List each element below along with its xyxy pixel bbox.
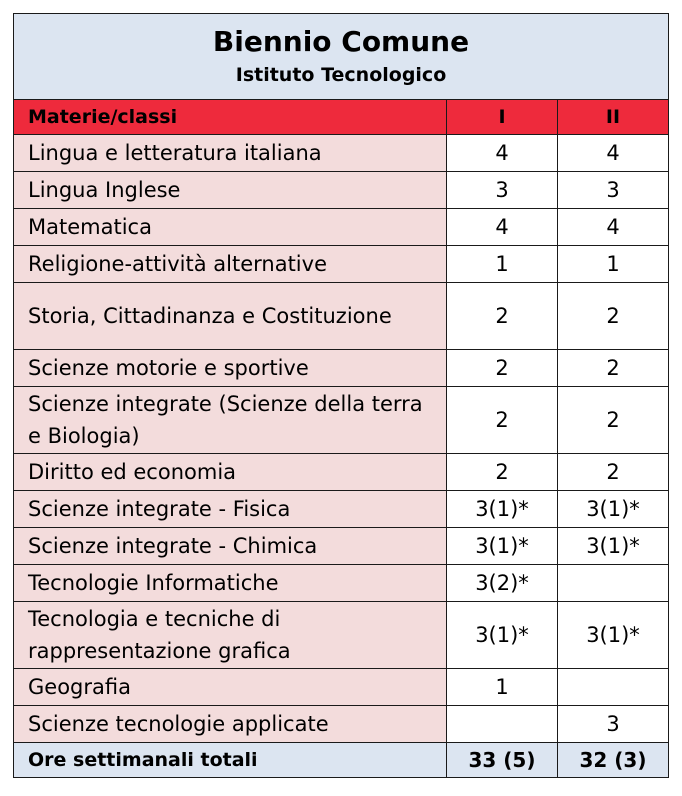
hours-class-ii: 3: [558, 706, 669, 743]
subject-cell: Lingua e letteratura italiana: [14, 135, 447, 172]
table-title: Biennio Comune: [212, 24, 470, 58]
table-row: [14, 706, 669, 743]
table-row: [14, 669, 669, 706]
subject-cell: Religione-attività alternative: [14, 246, 447, 283]
hours-class-ii: 4: [558, 209, 669, 246]
hours-class-i: 1: [447, 669, 558, 706]
total-class-ii: 32 (3): [558, 743, 669, 778]
subject-cell: Scienze motorie e sportive: [14, 350, 447, 387]
subjects-table: [13, 13, 669, 778]
hours-class-i: 2: [447, 387, 558, 454]
hours-class-ii: [558, 565, 669, 602]
subject-cell: Lingua Inglese: [14, 172, 447, 209]
total-class-i: 33 (5): [447, 743, 558, 778]
hours-class-i: 2: [447, 454, 558, 491]
subject-cell: Matematica: [14, 209, 447, 246]
table-row: [14, 528, 669, 565]
table-row: [14, 283, 669, 350]
hours-class-i: 4: [447, 209, 558, 246]
table-row: [14, 387, 669, 454]
hours-class-ii: 2: [558, 454, 669, 491]
table-row: [14, 209, 669, 246]
hours-class-i: 1: [447, 246, 558, 283]
subject-cell: Diritto ed economia: [14, 454, 447, 491]
title-row: [14, 14, 669, 100]
hours-class-i: 3(1)*: [447, 602, 558, 669]
table-row: [14, 135, 669, 172]
hours-class-ii: 2: [558, 387, 669, 454]
hours-class-i: 4: [447, 135, 558, 172]
subject-cell: Scienze integrate - Chimica: [14, 528, 447, 565]
hours-class-i: [447, 706, 558, 743]
subject-cell: Storia, Cittadinanza e Costituzione: [14, 283, 447, 350]
hours-class-ii: [558, 669, 669, 706]
hours-class-ii: 3(1)*: [558, 528, 669, 565]
header-row: [14, 100, 669, 135]
table-row: [14, 350, 669, 387]
header-subject: Materie/classi: [14, 100, 447, 135]
total-label: Ore settimanali totali: [14, 743, 447, 778]
subject-cell: Tecnologie Informatiche: [14, 565, 447, 602]
timetable-container: [13, 13, 668, 778]
table-row: [14, 491, 669, 528]
hours-class-ii: 2: [558, 350, 669, 387]
subject-cell: Tecnologia e tecniche di rappresentazione grafica: [14, 602, 447, 669]
hours-class-i: 2: [447, 283, 558, 350]
subject-cell: Geografia: [14, 669, 447, 706]
hours-class-i: 2: [447, 350, 558, 387]
table-row: [14, 602, 669, 669]
table-row: [14, 565, 669, 602]
hours-class-ii: 2: [558, 283, 669, 350]
header-class-i: I: [447, 100, 558, 135]
table-subtitle: Istituto Tecnologico: [235, 63, 447, 86]
subject-cell: Scienze tecnologie applicate: [14, 706, 447, 743]
hours-class-ii: 3(1)*: [558, 602, 669, 669]
hours-class-i: 3(2)*: [447, 565, 558, 602]
table-row: [14, 172, 669, 209]
table-row: [14, 246, 669, 283]
table-row: [14, 454, 669, 491]
hours-class-ii: 4: [558, 135, 669, 172]
header-class-ii: II: [558, 100, 669, 135]
hours-class-ii: 3: [558, 172, 669, 209]
hours-class-ii: 3(1)*: [558, 491, 669, 528]
total-row: [14, 743, 669, 778]
hours-class-i: 3(1)*: [447, 528, 558, 565]
hours-class-ii: 1: [558, 246, 669, 283]
hours-class-i: 3: [447, 172, 558, 209]
hours-class-i: 3(1)*: [447, 491, 558, 528]
subject-cell: Scienze integrate - Fisica: [14, 491, 447, 528]
subject-cell: Scienze integrate (Scienze della terra e Biologia): [14, 387, 447, 454]
title-cell: [14, 14, 669, 100]
